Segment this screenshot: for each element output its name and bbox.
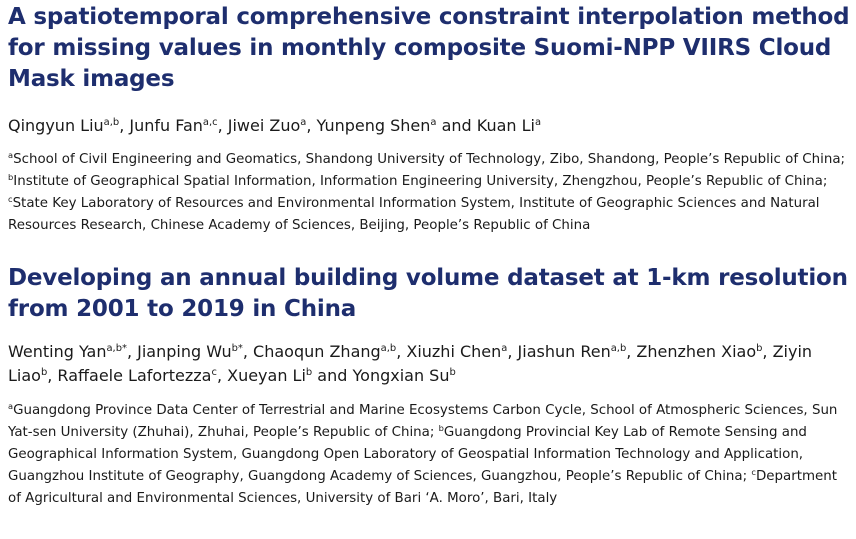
affiliation-marker: a <box>8 401 14 412</box>
paper-1-affiliations <box>8 149 854 237</box>
author-name: Jianping Wu <box>137 342 232 361</box>
affiliation-text: State Key Laboratory of Resources and Environmental Information System, Institute of Geographic Sciences and Natural Resources Research, Chinese Academy of Sciences, Beijing, People’s Republic of China <box>8 196 820 233</box>
affiliation-text: Guangdong Province Data Center of Terrestrial and Marine Ecosystems Carbon Cycle, School of Atmospheric Sciences, Sun Yat-sen University (Zhuhai), Zhuhai, People’s Republic of China; <box>8 403 838 440</box>
paper-1 <box>8 2 854 237</box>
affiliation-marker: c <box>751 467 756 478</box>
affiliation-marker: b <box>8 172 14 183</box>
author-name: Chaoqun Zhang <box>253 342 381 361</box>
author-superscript: a <box>430 117 437 129</box>
author-separator: , <box>762 342 773 361</box>
author-separator: , <box>119 116 130 135</box>
paper-2 <box>8 263 854 510</box>
author-superscript: a,b <box>610 343 627 355</box>
author-name: Qingyun Liu <box>8 116 104 135</box>
author-superscript: b <box>756 343 763 355</box>
author-superscript: b <box>449 367 456 379</box>
affiliation-text: Institute of Geographical Spatial Information, Information Engineering University, Zhengzhou, People’s Republic of China; <box>13 174 828 189</box>
author-separator: and <box>312 366 353 385</box>
author-superscript: a,b* <box>106 343 127 355</box>
author-name: Zhenzhen Xiao <box>636 342 757 361</box>
author-superscript: c <box>211 367 217 379</box>
affiliation-marker: a <box>8 150 14 161</box>
paper-2-authors <box>8 340 854 388</box>
author-superscript: a,b <box>380 343 397 355</box>
author-superscript: a <box>535 117 542 129</box>
paper-2-title: Developing an annual building volume dataset at 1-km resolution from 2001 to 2019 in China <box>8 265 848 322</box>
author-separator: , <box>626 342 637 361</box>
author-name: Xiuzhi Chen <box>406 342 502 361</box>
author-superscript: a <box>501 343 508 355</box>
author-name: Ziyin Liao <box>8 342 813 385</box>
author-name: Jiashun Ren <box>517 342 611 361</box>
author-separator: , <box>507 342 518 361</box>
author-name: Raffaele Lafortezza <box>57 366 212 385</box>
author-superscript: b* <box>231 343 243 355</box>
affiliation-text: School of Civil Engineering and Geomatics, Shandong University of Technology, Zibo, Shandong, People’s Republic of China; <box>13 152 846 167</box>
author-separator: , <box>396 342 407 361</box>
author-name: Junfu Fan <box>129 116 203 135</box>
author-name: Kuan Li <box>476 116 535 135</box>
author-separator: and <box>436 116 477 135</box>
author-separator: , <box>126 342 138 361</box>
paper-2-affiliations <box>8 400 854 510</box>
author-separator: , <box>306 116 317 135</box>
author-name: Xueyan Li <box>227 366 306 385</box>
author-superscript: a <box>300 117 307 129</box>
affiliation-marker: b <box>438 423 444 434</box>
author-superscript: a,b <box>103 117 120 129</box>
author-separator: , <box>216 366 228 385</box>
author-separator: , <box>242 342 254 361</box>
author-name: Yongxian Su <box>352 366 450 385</box>
author-superscript: b <box>305 367 313 379</box>
author-name: Jiwei Zuo <box>227 116 301 135</box>
affiliation-marker: c <box>8 194 13 205</box>
affiliation-text: Guangdong Provincial Key Lab of Remote Sensing and Geographical Information System, Guangdong Open Laboratory of Geospatial Information Technology and Application, Guangzhou Institute of Geography, Guangdong Academy of Sciences, Guangzhou, People’s Republic of China; <box>8 425 807 484</box>
author-superscript: a,c <box>202 117 218 129</box>
author-superscript: b <box>40 367 48 379</box>
author-separator: , <box>217 116 228 135</box>
paper-1-title: A spatiotemporal comprehensive constraint interpolation method for missing values in monthly composite Suomi-NPP VIIRS Cloud Mask images <box>8 4 850 92</box>
author-separator: , <box>47 366 58 385</box>
author-name: Yunpeng Shen <box>316 116 431 135</box>
author-name: Wenting Yan <box>8 342 107 361</box>
paper-1-authors <box>8 114 854 138</box>
affiliation-text: Department of Agricultural and Environmental Sciences, University of Bari ‘A. Moro’, Bari, Italy <box>8 469 837 506</box>
